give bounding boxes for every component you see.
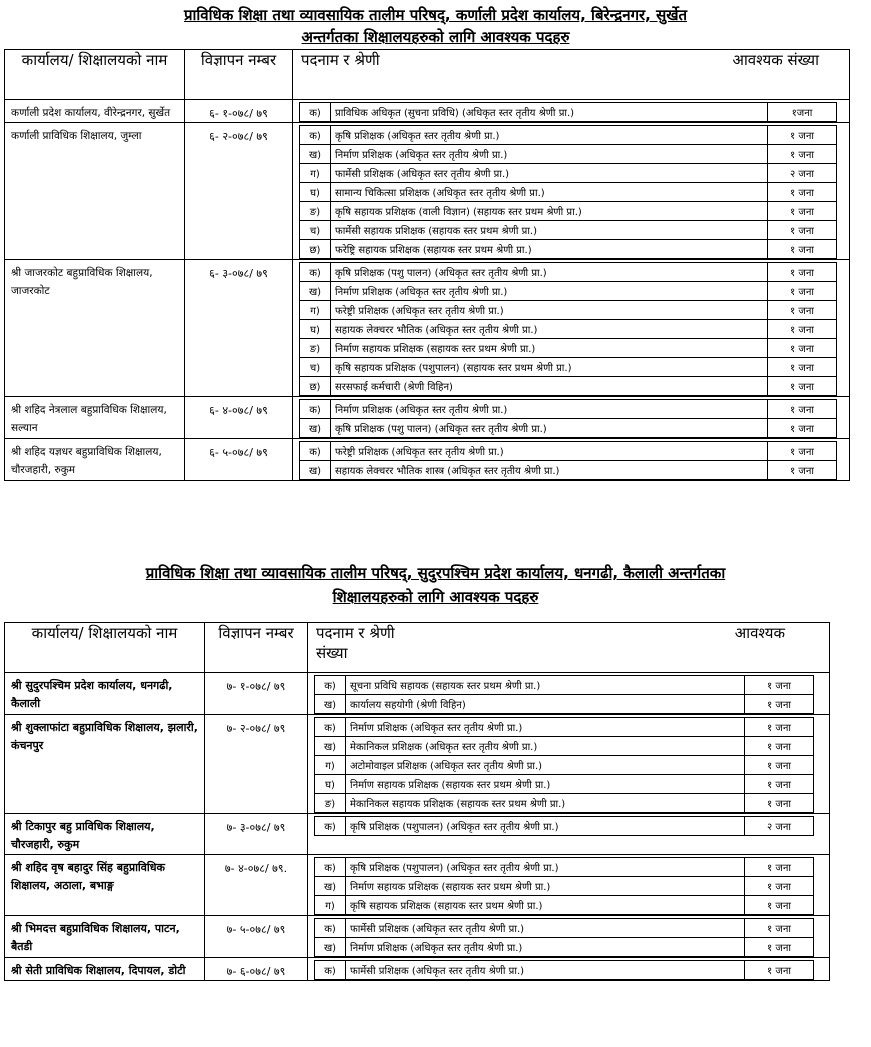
office-name: श्री सेती प्राविधिक शिक्षालय, दिपायल, डोटी (5, 958, 205, 981)
post-row (315, 919, 814, 938)
post-row (300, 339, 837, 358)
office-name: श्री शुक्लाफांटा बहुप्राविधिक शिक्षालय, झलारी, कंचनपुर (5, 715, 205, 814)
post-count: १ जना (768, 126, 837, 145)
post-count: १ जना (745, 718, 814, 737)
post-letter: च) (300, 221, 331, 240)
post-letter: घ) (300, 183, 331, 202)
posts-list (299, 399, 837, 438)
post-row (300, 103, 837, 122)
post-count: १ जना (768, 358, 837, 377)
table-row (5, 397, 850, 439)
header-post-count (293, 50, 850, 100)
post-letter: ग) (300, 164, 331, 183)
posts-cell (293, 123, 850, 260)
post-count: १ जना (768, 263, 837, 282)
table-row (5, 958, 830, 981)
post-name: सूचना प्रविधि सहायक (सहायक स्तर प्रथम श्रेणी प्रा.) (346, 676, 745, 695)
post-letter: ख) (300, 419, 331, 438)
posts-cell (293, 439, 850, 481)
post-name: निर्माण सहायक प्रशिक्षक (सहायक स्तर प्रथम श्रेणी प्रा.) (346, 775, 745, 794)
table-row (5, 855, 830, 916)
post-name: मेकानिकल प्रशिक्षक (अधिकृत स्तर तृतीय श्रेणी प्रा.) (346, 737, 745, 756)
post-letter: ख) (315, 737, 346, 756)
posts-list (314, 960, 814, 980)
post-count: १जना (768, 103, 837, 122)
advert-number: ६- १-०७८/ ७९ (185, 100, 293, 123)
header-post: पदनाम र श्रेणी (316, 624, 395, 642)
post-name: फरेष्ट्रि सहायक प्रशिक्षक (सहायक स्तर प्रथम श्रेणी प्रा.) (331, 240, 768, 259)
advert-number: ७- २-०७८/ ७९ (205, 715, 308, 814)
post-count: १ जना (745, 737, 814, 756)
post-name: कृषि प्रशिक्षक (अधिकृत स्तर तृतीय श्रेणी प्रा.) (331, 126, 768, 145)
post-letter: क) (300, 400, 331, 419)
table-row (5, 814, 830, 855)
post-count: १ जना (768, 240, 837, 259)
post-row (300, 164, 837, 183)
post-name: सहायक लेक्चरर भौतिक शास्त्र (अधिकृत स्तर तृतीय श्रेणी प्रा.) (331, 461, 768, 480)
post-count: १ जना (745, 794, 814, 813)
post-name: प्राविधिक अधिकृत (सुचना प्रविधि) (अधिकृत स्तर तृतीय श्रेणी प्रा.) (331, 103, 768, 122)
post-row (300, 377, 837, 396)
section1-title-line2: अन्तर्गतका शिक्षालयहरुको लागि आवश्यक पदहरु (301, 28, 570, 46)
post-row (315, 676, 814, 695)
post-name: कार्यालय सहयोगी (श्रेणी विहिन) (346, 695, 745, 714)
section1-table (4, 49, 850, 481)
posts-list (314, 717, 814, 813)
post-row (315, 794, 814, 813)
post-name: कृषि सहायक प्रशिक्षक (सहायक स्तर प्रथम श्रेणी प्रा.) (346, 896, 745, 915)
post-count: १ जना (768, 442, 837, 461)
post-count: १ जना (768, 282, 837, 301)
header-post: पदनाम र श्रेणी (301, 51, 380, 69)
post-letter: ख) (315, 938, 346, 957)
post-letter: ख) (300, 282, 331, 301)
table-row (5, 916, 830, 958)
office-name: श्री शहिद नेत्रलाल बहुप्राविधिक शिक्षालय, सल्यान (5, 397, 185, 439)
post-count: १ जना (745, 896, 814, 915)
post-name: निर्माण प्रशिक्षक (अधिकृत स्तर तृतीय श्रेणी प्रा.) (346, 718, 745, 737)
post-row (300, 282, 837, 301)
post-letter: ख) (300, 145, 331, 164)
post-name: फार्मेसी प्रशिक्षक (अधिकृत स्तर तृतीय श्रेणी प्रा.) (346, 919, 745, 938)
post-letter: ख) (315, 695, 346, 714)
post-row (300, 263, 837, 282)
header-office: कार्यालय/ शिक्षालयको नाम (5, 623, 205, 673)
posts-list (299, 441, 837, 480)
post-row (315, 775, 814, 794)
posts-list (314, 816, 814, 836)
post-letter: ख) (300, 461, 331, 480)
post-name: कृषि सहायक प्रशिक्षक (वाली विज्ञान) (सहायक स्तर प्रथम श्रेणी प्रा.) (331, 202, 768, 221)
post-name: कृषि प्रशिक्षक (पशुपालन) (अधिकृत स्तर तृतीय श्रेणी प्रा.) (346, 858, 745, 877)
office-name: श्री भिमदत्त बहुप्राविधिक शिक्षालय, पाटन, बैतडी (5, 916, 205, 958)
posts-list (299, 262, 837, 396)
post-letter: छ) (300, 240, 331, 259)
post-count: २ जना (745, 817, 814, 836)
advert-number: ६- २-०७८/ ७९ (185, 123, 293, 260)
post-count: १ जना (745, 756, 814, 775)
header-advert: विज्ञापन नम्बर (185, 50, 293, 100)
post-letter: च) (300, 358, 331, 377)
post-letter: क) (315, 817, 346, 836)
advert-number: ६- ५-०७८/ ७९ (185, 439, 293, 481)
post-count: १ जना (768, 202, 837, 221)
post-letter: ख) (315, 877, 346, 896)
post-name: कृषि प्रशिक्षक (पशुपालन) (अधिकृत स्तर तृतीय श्रेणी प्रा.) (346, 817, 745, 836)
post-letter: ङ) (300, 339, 331, 358)
advert-number: ७- ५-०७८/ ७९ (205, 916, 308, 958)
office-name: कर्णाली प्राविधिक शिक्षालय, जुम्ला (5, 123, 185, 260)
post-name: मेकानिकल सहायक प्रशिक्षक (सहायक स्तर प्रथम श्रेणी प्रा.) (346, 794, 745, 813)
post-count: १ जना (768, 377, 837, 396)
post-name: कृषि प्रशिक्षक (पशु पालन) (अधिकृत स्तर तृतीय श्रेणी प्रा.) (331, 263, 768, 282)
posts-cell (308, 673, 830, 715)
header-post-count (308, 623, 830, 673)
posts-list (299, 102, 837, 122)
advert-number: ६- ४-०७८/ ७९ (185, 397, 293, 439)
post-row (315, 858, 814, 877)
posts-cell (308, 715, 830, 814)
post-count: १ जना (745, 775, 814, 794)
section2-title-line1: प्राविधिक शिक्षा तथा व्यावसायिक तालीम परिषद्, सुदुरपश्चिम प्रदेश कार्यालय, धनगढी, कैलाली अन्तर्गतका (145, 564, 726, 582)
post-count: १ जना (745, 938, 814, 957)
post-count: १ जना (745, 961, 814, 980)
post-name: फार्मेसी प्रशिक्षक (अधिकृत स्तर तृतीय श्रेणी प्रा.) (331, 164, 768, 183)
header-count: आवश्यक (734, 624, 785, 642)
post-letter: घ) (315, 775, 346, 794)
posts-cell (308, 855, 830, 916)
post-count: १ जना (745, 676, 814, 695)
post-name: अटोमोवाइल प्रशिक्षक (अधिकृत स्तर तृतीय श्रेणी प्रा.) (346, 756, 745, 775)
post-name: फार्मेसी प्रशिक्षक (अधिकृत स्तर तृतीय श्रेणी प्रा.) (346, 961, 745, 980)
advert-number: ७- ६-०७८/ ७९ (205, 958, 308, 981)
posts-cell (308, 814, 830, 855)
office-name: कर्णाली प्रदेश कार्यालय, वीरेन्द्रनगर, सुर्खेत (5, 100, 185, 123)
post-row (300, 183, 837, 202)
advert-number: ६- ३-०७८/ ७९ (185, 260, 293, 397)
table-row (5, 123, 850, 260)
post-row (300, 202, 837, 221)
post-name: निर्माण सहायक प्रशिक्षक (सहायक स्तर प्रथम श्रेणी प्रा.) (346, 877, 745, 896)
post-count: १ जना (768, 419, 837, 438)
post-row (300, 320, 837, 339)
post-row (300, 442, 837, 461)
post-row (300, 358, 837, 377)
post-row (300, 461, 837, 480)
post-letter: क) (315, 676, 346, 695)
header-advert: विज्ञापन नम्बर (205, 623, 308, 673)
post-row (300, 301, 837, 320)
post-row (300, 240, 837, 259)
posts-cell (308, 916, 830, 958)
post-count: १ जना (768, 320, 837, 339)
advert-number: ७- ४-०७८/ ७९. (205, 855, 308, 916)
post-letter: क) (300, 103, 331, 122)
post-name: फार्मेसी सहायक प्रशिक्षक (सहायक स्तर प्रथम श्रेणी प्रा.) (331, 221, 768, 240)
posts-cell (293, 100, 850, 123)
post-count: १ जना (768, 339, 837, 358)
post-row (315, 695, 814, 714)
post-count: १ जना (745, 877, 814, 896)
post-name: सामान्य चिकित्सा प्रशिक्षक (अधिकृत स्तर तृतीय श्रेणी प्रा.) (331, 183, 768, 202)
advert-number: ७- १-०७८/ ७९ (205, 673, 308, 715)
post-letter: क) (300, 442, 331, 461)
post-letter: छ) (300, 377, 331, 396)
post-row (315, 718, 814, 737)
header-count: आवश्यक संख्या (732, 51, 819, 69)
post-letter: ग) (315, 896, 346, 915)
office-name: श्री शहिद वृष बहादुर सिंह बहुप्राविधिक शिक्षालय, अठाला, बभाङ्ग (5, 855, 205, 916)
table-row (5, 673, 830, 715)
post-count: १ जना (745, 919, 814, 938)
office-name: श्री सुदुरपश्चिम प्रदेश कार्यालय, धनगढी, कैलाली (5, 673, 205, 715)
posts-cell (293, 260, 850, 397)
post-count: १ जना (745, 858, 814, 877)
posts-cell (308, 958, 830, 981)
post-name: सरसफाई कर्मचारी (श्रेणी विहिन) (331, 377, 768, 396)
office-name: श्री शहिद यज्ञधर बहुप्राविधिक शिक्षालय, चौरजहारी, रुकुम (5, 439, 185, 481)
post-count: १ जना (768, 221, 837, 240)
post-row (315, 737, 814, 756)
table-row (5, 260, 850, 397)
post-name: निर्माण प्रशिक्षक (अधिकृत स्तर तृतीय श्रेणी प्रा.) (346, 938, 745, 957)
post-letter: क) (315, 718, 346, 737)
advert-number: ७- ३-०७८/ ७९ (205, 814, 308, 855)
post-letter: क) (300, 126, 331, 145)
post-letter: ग) (300, 301, 331, 320)
post-count: १ जना (768, 145, 837, 164)
post-name: फरेष्ट्री प्रशिक्षक (अधिकृत स्तर तृतीय श्रेणी प्रा.) (331, 301, 768, 320)
post-name: कृषि सहायक प्रशिक्षक (पशुपालन) (सहायक स्तर प्रथम श्रेणी प्रा.) (331, 358, 768, 377)
office-name: श्री टिकापुर बहु प्राविधिक शिक्षालय, चौरजहारी, रुकुम (5, 814, 205, 855)
post-letter: क) (315, 858, 346, 877)
post-name: कृषि प्रशिक्षक (पशु पालन) (अधिकृत स्तर तृतीय श्रेणी प्रा.) (331, 419, 768, 438)
post-name: निर्माण प्रशिक्षक (अधिकृत स्तर तृतीय श्रेणी प्रा.) (331, 282, 768, 301)
posts-cell (293, 397, 850, 439)
header-count-line2: संख्या (316, 644, 348, 662)
post-row (315, 896, 814, 915)
posts-list (314, 918, 814, 957)
post-row (300, 419, 837, 438)
post-count: २ जना (768, 164, 837, 183)
office-name: श्री जाजरकोट बहुप्राविधिक शिक्षालय, जाजरकोट (5, 260, 185, 397)
post-letter: ङ) (300, 202, 331, 221)
post-row (315, 756, 814, 775)
table-row (5, 439, 850, 481)
post-name: निर्माण प्रशिक्षक (अधिकृत स्तर तृतीय श्रेणी प्रा.) (331, 145, 768, 164)
table-row (5, 100, 850, 123)
post-count: १ जना (745, 695, 814, 714)
post-row (315, 961, 814, 980)
post-row (315, 938, 814, 957)
header-office: कार्यालय/ शिक्षालयको नाम (5, 50, 185, 100)
post-row (300, 400, 837, 419)
post-row (300, 145, 837, 164)
post-name: निर्माण प्रशिक्षक (अधिकृत स्तर तृतीय श्रेणी प्रा.) (331, 400, 768, 419)
post-name: सहायक लेक्चरर भौतिक (अधिकृत स्तर तृतीय श्रेणी प्रा.) (331, 320, 768, 339)
post-name: निर्माण सहायक प्रशिक्षक (सहायक स्तर प्रथम श्रेणी प्रा.) (331, 339, 768, 358)
post-letter: घ) (300, 320, 331, 339)
post-row (315, 817, 814, 836)
post-count: १ जना (768, 301, 837, 320)
post-row (300, 126, 837, 145)
post-name: फरेष्ट्री प्रशिक्षक (अधिकृत स्तर तृतीय श्रेणी प्रा.) (331, 442, 768, 461)
post-count: १ जना (768, 461, 837, 480)
post-count: १ जना (768, 183, 837, 202)
post-row (300, 221, 837, 240)
posts-list (299, 125, 837, 259)
post-letter: ग) (315, 756, 346, 775)
table-row (5, 715, 830, 814)
post-count: १ जना (768, 400, 837, 419)
posts-list (314, 675, 814, 714)
post-row (315, 877, 814, 896)
post-letter: ङ) (315, 794, 346, 813)
section2-table (4, 622, 830, 981)
section2-title-line2: शिक्षालयहरुको लागि आवश्यक पदहरु (332, 588, 539, 606)
posts-list (314, 857, 814, 915)
section1-title-line1: प्राविधिक शिक्षा तथा व्यावसायिक तालीम परिषद्, कर्णाली प्रदेश कार्यालय, बिरेन्द्रनगर, सुर्खेत (183, 6, 688, 24)
post-letter: क) (315, 919, 346, 938)
post-letter: क) (300, 263, 331, 282)
post-letter: क) (315, 961, 346, 980)
